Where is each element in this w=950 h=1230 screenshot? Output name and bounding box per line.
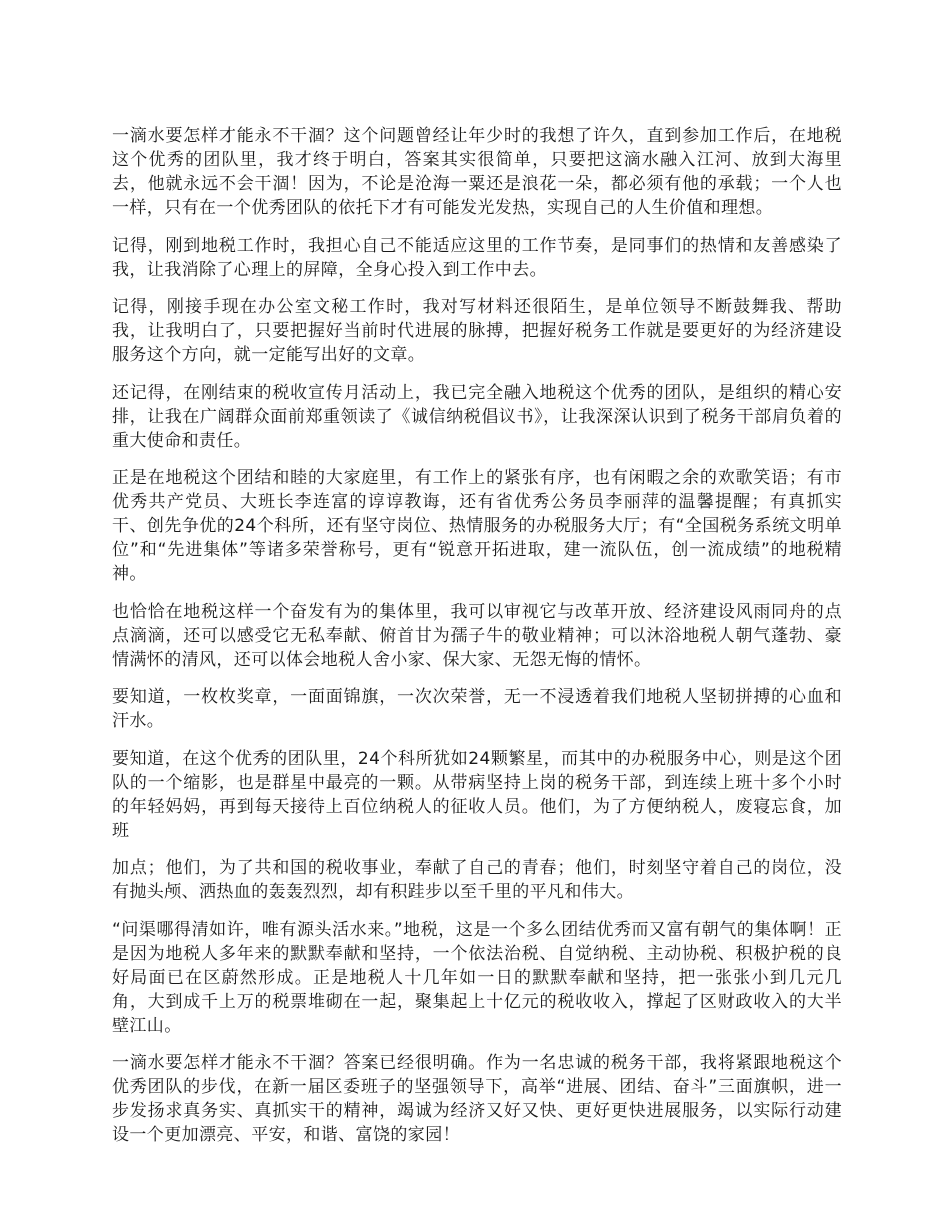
paragraph-5: 正是在地税这个团结和睦的大家庭里，有工作上的紧张有序，也有闲暇之余的欢歌笑语；有市优秀共产党员、大班长李连富的谆谆教诲，还有省优秀公务员李丽萍的温馨提醒；有真抓实干、创先争优的24个科所，还有坚守岗位、热情服务的办税服务大厅；有“全国税务系统文明单位”和“先进集体”等诸多荣誉称号，更有“锐意开拓进取，建一流队伍，创一流成绩”的地税精神。: [112, 468, 842, 584]
paragraph-7: 要知道，一枚枚奖章，一面面锦旗，一次次荣誉，无一不浸透着我们地税人坚韧拼搏的心血和汗水。: [112, 687, 842, 731]
paragraph-4: 还记得，在刚结束的税收宣传月活动上，我已完全融入地税这个优秀的团队，是组织的精心安排，让我在广阔群众面前郑重领读了《诚信纳税倡议书》，让我深深认识到了税务干部肩负着的重大使命和责任。: [112, 382, 842, 451]
document-page: [112, 124, 842, 1161]
paragraph-8: 要知道，在这个优秀的团队里，24个科所犹如24颗繁星，而其中的办税服务中心，则是这个团队的一个缩影，也是群星中最亮的一颗。从带病坚持上岗的税务干部，到连续上班十多个小时的年轻妈妈，再到每天接待上百位纳税人的征收人员。他们，为了方便纳税人，废寝忘食，加班: [112, 748, 842, 841]
paragraph-11: 一滴水要怎样才能永不干涸？答案已经很明确。作为一名忠诚的税务干部，我将紧跟地税这个优秀团队的步伐，在新一届区委班子的坚强领导下，高举“进展、团结、奋斗”三面旗帜，进一步发扬求真务实、真抓实干的精神，竭诚为经济又好又快、更好更快进展服务，以实际行动建设一个更加漂亮、平安，和谐、富饶的家园！: [112, 1053, 842, 1145]
paragraph-3: 记得，刚接手现在办公室文秘工作时，我对写材料还很陌生，是单位领导不断鼓舞我、帮助我，让我明白了，只要把握好当前时代进展的脉搏，把握好税务工作就是要更好的为经济建设服务这个方向，就一定能写出好的文章。: [112, 297, 842, 365]
paragraph-9: 加点；他们，为了共和国的税收事业，奉献了自己的青春；他们，时刻坚守着自己的岗位，没有抛头颅、洒热血的轰轰烈烈，却有积跬步以至千里的平凡和伟大。: [112, 858, 842, 902]
paragraph-1: 一滴水要怎样才能永不干涸？这个问题曾经让年少时的我想了许久，直到参加工作后，在地税这个优秀的团队里，我才终于明白，答案其实很简单，只要把这滴水融入江河、放到大海里去，他就永远不会干涸！因为，不论是沧海一粟还是浪花一朵，都必须有他的承载；一个人也一样，只有在一个优秀团队的依托下才有可能发光发热，实现自己的人生价值和理想。: [112, 126, 842, 218]
paragraph-2: 记得，刚到地税工作时，我担心自己不能适应这里的工作节奏，是同事们的热情和友善感染了我，让我消除了心理上的屏障，全身心投入到工作中去。: [112, 235, 842, 280]
paragraph-10: “问渠哪得清如许，唯有源头活水来。”地税，这是一个多么团结优秀而又富有朝气的集体啊！正是因为地税人多年来的默默奉献和坚持，一个依法治税、自觉纳税、主动协税、积极护税的良好局面已在区蔚然形成。正是地税人十几年如一日的默默奉献和坚持，把一张张小到几元几角，大到成千上万的税票堆砌在一起，聚集起上十亿元的税收收入，撑起了区财政收入的大半壁江山。: [112, 919, 842, 1036]
paragraph-6: 也恰恰在地税这样一个奋发有为的集体里，我可以审视它与改革开放、经济建设风雨同舟的点点滴滴，还可以感受它无私奉献、俯首甘为孺子牛的敬业精神；可以沐浴地税人朝气蓬勃、豪情满怀的清风，还可以体会地税人舍小家、保大家、无怨无悔的情怀。: [112, 601, 842, 670]
